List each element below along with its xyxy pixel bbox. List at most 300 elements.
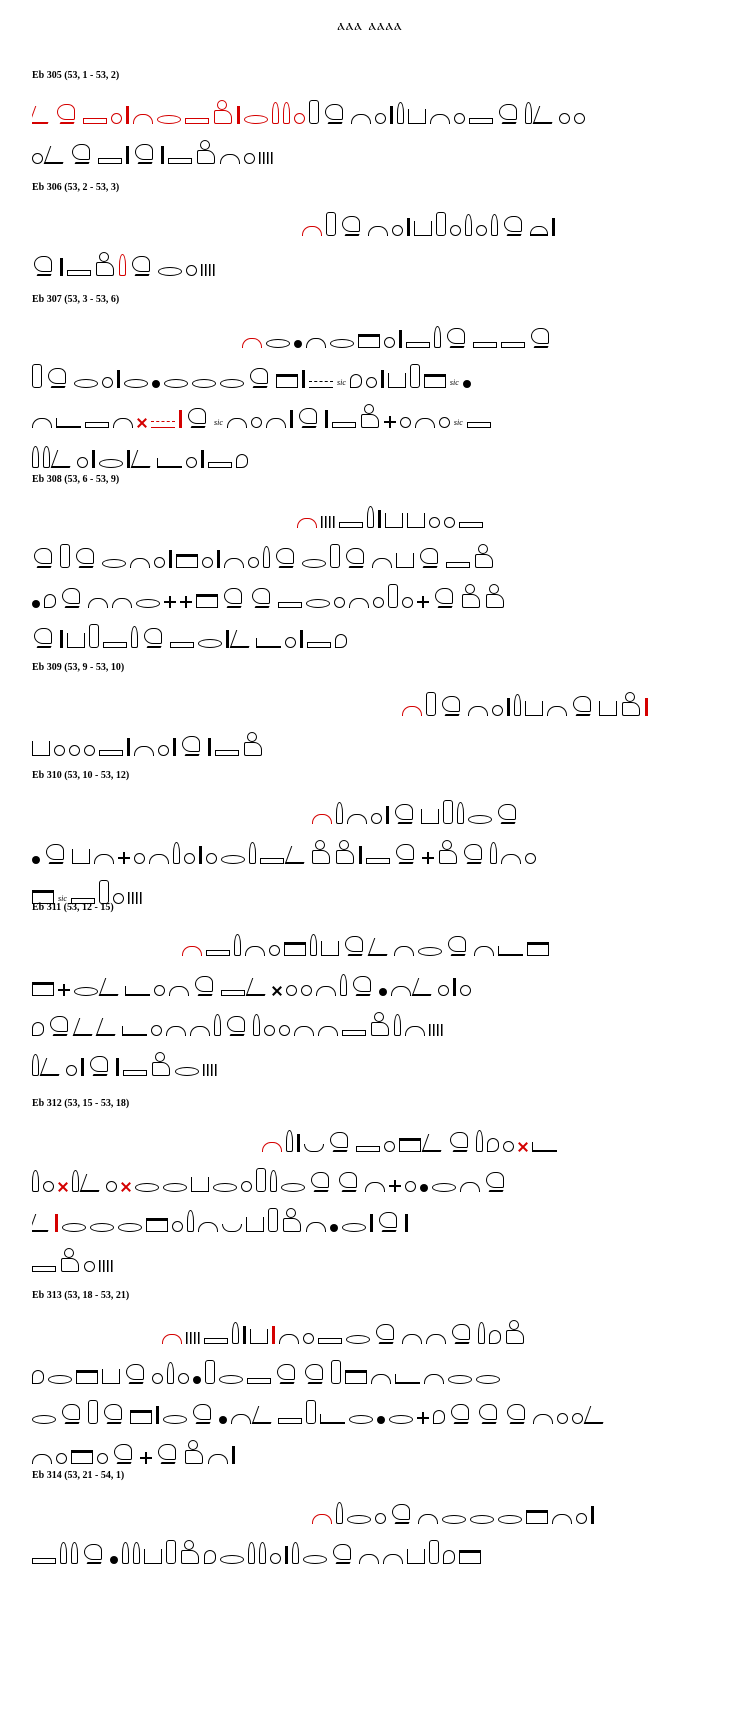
arm-glyph-icon [125, 986, 150, 996]
bar-glyph-icon [378, 510, 381, 528]
seated-glyph-icon [370, 1012, 390, 1036]
bar-glyph-icon [399, 330, 402, 348]
hieroglyph-line [312, 788, 520, 824]
reed-glyph-icon [32, 446, 39, 468]
pool-glyph-icon [130, 1410, 152, 1424]
scroll-glyph-icon [487, 1138, 499, 1152]
mouth-glyph-icon [32, 1415, 56, 1424]
seated-glyph-icon [474, 544, 494, 568]
reed-glyph-icon [167, 1362, 174, 1384]
reed-glyph-icon [478, 1322, 485, 1344]
hieroglyph-line [162, 1308, 525, 1344]
hieroglyph-line [32, 128, 273, 164]
dot-glyph-icon [32, 600, 40, 608]
bird-glyph-icon [449, 1402, 473, 1424]
dot-glyph-icon [110, 1556, 118, 1564]
half-glyph-icon [351, 114, 371, 124]
bird-glyph-icon [344, 546, 368, 568]
leg-glyph-icon [44, 146, 70, 164]
bird-glyph-icon [32, 626, 56, 648]
bird-glyph-icon [112, 1442, 136, 1464]
mouth-glyph-icon [163, 1183, 187, 1192]
bird-glyph-icon [477, 1402, 501, 1424]
seated-glyph-icon [60, 1248, 80, 1272]
ring-glyph-icon [439, 417, 450, 428]
tall-glyph-icon [256, 1168, 266, 1192]
hieroglyph-line [32, 1428, 235, 1464]
bar-glyph-icon [226, 630, 229, 648]
seated-glyph-icon [213, 100, 233, 124]
ring-glyph-icon [251, 417, 262, 428]
flat-glyph-icon [473, 342, 497, 348]
half-glyph-icon [32, 1454, 52, 1464]
dot-glyph-icon [379, 988, 387, 996]
mouth-glyph-icon [347, 1515, 371, 1524]
half-glyph-icon [220, 154, 240, 164]
bar-glyph-icon [552, 218, 555, 236]
reed-glyph-icon [234, 934, 241, 956]
ring-glyph-icon [557, 1413, 568, 1424]
basket-glyph-icon [304, 1144, 324, 1152]
ring-glyph-icon [375, 1513, 386, 1524]
mouth-glyph-icon [136, 599, 160, 608]
water-glyph-icon [151, 421, 175, 428]
cross-glyph-icon [384, 416, 396, 428]
reed-glyph-icon [173, 842, 180, 864]
bird-glyph-icon [32, 254, 56, 276]
ring-glyph-icon [373, 597, 384, 608]
reed-glyph-icon [119, 254, 126, 276]
half-glyph-icon [405, 1026, 425, 1036]
reed-glyph-icon [232, 1322, 239, 1344]
flat-glyph-icon [356, 1146, 380, 1152]
reed-glyph-icon [253, 1014, 260, 1036]
ring-glyph-icon [286, 985, 297, 996]
pool-glyph-icon [32, 982, 54, 996]
ring-glyph-icon [154, 557, 165, 568]
half-glyph-icon [349, 598, 369, 608]
mouth-glyph-icon [498, 1515, 522, 1524]
flat-glyph-icon [332, 422, 356, 428]
dot-glyph-icon [463, 380, 471, 388]
tall-glyph-icon [331, 1360, 341, 1384]
reed-glyph-icon [336, 1502, 343, 1524]
strokes-glyph-icon [128, 892, 142, 904]
bar-glyph-icon [217, 550, 220, 568]
bird-glyph-icon [502, 214, 526, 236]
hieroglyph-line [32, 1040, 217, 1076]
half-glyph-icon [162, 1334, 182, 1344]
leg-glyph-icon [51, 450, 77, 468]
half-glyph-icon [133, 114, 153, 124]
half-glyph-icon [198, 1222, 218, 1232]
mouth-glyph-icon [124, 379, 148, 388]
half-glyph-icon [318, 1026, 338, 1036]
seated-glyph-icon [335, 840, 355, 864]
seated-glyph-icon [461, 584, 481, 608]
bird-glyph-icon [186, 406, 210, 428]
cross-glyph-icon [417, 1412, 429, 1424]
bird-glyph-icon [571, 694, 595, 716]
bar-glyph-icon [81, 1058, 84, 1076]
tall-glyph-icon [426, 692, 436, 716]
mouth-glyph-icon [158, 267, 182, 276]
bird-glyph-icon [297, 406, 321, 428]
tall-glyph-icon [306, 1400, 316, 1424]
bird-glyph-icon [462, 842, 486, 864]
mouth-glyph-icon [266, 339, 290, 348]
house-glyph-icon [408, 109, 426, 124]
ring-glyph-icon [244, 153, 255, 164]
ring-glyph-icon [454, 113, 465, 124]
ring-glyph-icon [158, 745, 169, 756]
mouth-glyph-icon [62, 1223, 86, 1232]
reed-glyph-icon [457, 802, 464, 824]
scroll-glyph-icon [433, 1410, 445, 1424]
bird-glyph-icon [418, 546, 442, 568]
bar-glyph-icon [591, 1506, 594, 1524]
sic-glyph-icon: sic [449, 378, 459, 387]
mouth-glyph-icon [74, 379, 98, 388]
mouth-glyph-icon [219, 1375, 243, 1384]
reed-glyph-icon [32, 1054, 39, 1076]
tall-glyph-icon [89, 624, 99, 648]
dot-glyph-icon [32, 856, 40, 864]
section-heading: Eb 311 (53, 12 - 15) [32, 902, 114, 913]
mouth-glyph-icon [192, 379, 216, 388]
reed-glyph-icon [286, 1130, 293, 1152]
tall-glyph-icon [88, 1400, 98, 1424]
bird-glyph-icon [48, 1014, 72, 1036]
dot-glyph-icon [152, 380, 160, 388]
house-glyph-icon [72, 849, 90, 864]
ring-glyph-icon [97, 1453, 108, 1464]
seated-glyph-icon [505, 1320, 525, 1344]
bird-glyph-icon [440, 694, 464, 716]
leg-glyph-icon [40, 1058, 66, 1076]
leg-glyph-icon [412, 978, 438, 996]
hieroglyph-line [262, 1116, 557, 1152]
bar-glyph-icon [201, 450, 204, 468]
hieroglyph-line [182, 920, 549, 956]
ring-glyph-icon [402, 597, 413, 608]
ring-glyph-icon [294, 113, 305, 124]
reed-glyph-icon [491, 214, 498, 236]
leg-glyph-icon [246, 978, 272, 996]
bar-glyph-icon [173, 738, 176, 756]
bar-glyph-icon [645, 698, 648, 716]
pool-glyph-icon [76, 1370, 98, 1384]
hieroglyph-line [32, 240, 215, 276]
bird-glyph-icon [191, 1402, 215, 1424]
bar-glyph-icon [60, 630, 63, 648]
house-glyph-icon [396, 553, 414, 568]
pool-glyph-icon [146, 1218, 168, 1232]
reed-glyph-icon [336, 802, 343, 824]
house-glyph-icon [407, 1549, 425, 1564]
bird-glyph-icon [248, 366, 272, 388]
half-glyph-icon [347, 814, 367, 824]
ring-glyph-icon [492, 705, 503, 716]
half-glyph-icon [130, 558, 150, 568]
bar-glyph-icon [199, 846, 202, 864]
tall-glyph-icon [388, 584, 398, 608]
bar-glyph-icon [208, 738, 211, 756]
scroll-glyph-icon [489, 1330, 501, 1344]
ring-glyph-icon [429, 517, 440, 528]
x-glyph-icon [272, 986, 282, 996]
half-glyph-icon [224, 558, 244, 568]
half-glyph-icon [430, 114, 450, 124]
reed-glyph-icon [71, 1542, 78, 1564]
half-glyph-icon [365, 1182, 385, 1192]
arm-glyph-icon [122, 1026, 147, 1036]
half-glyph-icon [368, 226, 388, 236]
house-glyph-icon [32, 741, 50, 756]
reed-glyph-icon [394, 1014, 401, 1036]
bar-glyph-icon [290, 410, 293, 428]
bar-glyph-icon [161, 146, 164, 164]
half-glyph-icon [312, 1514, 332, 1524]
sic-glyph-icon: sic [453, 418, 463, 427]
ring-glyph-icon [476, 225, 487, 236]
ring-glyph-icon [202, 557, 213, 568]
hieroglyph-line [32, 1528, 481, 1564]
ring-glyph-icon [178, 1373, 189, 1384]
house-glyph-icon [67, 633, 85, 648]
house-glyph-icon [599, 701, 617, 716]
house-glyph-icon [191, 1177, 209, 1192]
reed-glyph-icon [248, 1542, 255, 1564]
bird-glyph-icon [180, 734, 204, 756]
flat-glyph-icon [501, 342, 525, 348]
leg-glyph-icon [422, 1134, 448, 1152]
ring-glyph-icon [269, 945, 280, 956]
flat-glyph-icon [366, 858, 390, 864]
half-glyph-icon [533, 1414, 553, 1424]
half-glyph-icon [32, 418, 52, 428]
dot-glyph-icon [294, 340, 302, 348]
bird-glyph-icon [390, 1502, 414, 1524]
basket-glyph-icon [222, 1224, 242, 1232]
reed-glyph-icon [283, 102, 290, 124]
flat-glyph-icon [103, 642, 127, 648]
reed-glyph-icon [525, 102, 532, 124]
pool-glyph-icon [399, 1138, 421, 1152]
reed-glyph-icon [122, 1542, 129, 1564]
seated-glyph-icon [282, 1208, 302, 1232]
bird-glyph-icon [340, 214, 364, 236]
half-glyph-icon [424, 1374, 444, 1384]
strokes-glyph-icon [429, 1024, 443, 1036]
section-heading: Eb 313 (53, 18 - 53, 21) [32, 1290, 130, 1301]
half-glyph-icon [394, 946, 414, 956]
flat-glyph-icon [406, 342, 430, 348]
ring-glyph-icon [172, 1221, 183, 1232]
section-heading: Eb 312 (53, 15 - 53, 18) [32, 1098, 130, 1109]
ring-glyph-icon [184, 853, 195, 864]
bird-glyph-icon [448, 1130, 472, 1152]
bar-glyph-icon [126, 146, 129, 164]
x-glyph-icon [137, 418, 147, 428]
bird-glyph-icon [133, 142, 157, 164]
bar-glyph-icon [386, 806, 389, 824]
mouth-glyph-icon [163, 1415, 187, 1424]
bird-glyph-icon [250, 586, 274, 608]
house-glyph-icon [421, 809, 439, 824]
reed-glyph-icon [259, 1542, 266, 1564]
hieroglyph-line [302, 200, 555, 236]
cross-glyph-icon [140, 1452, 152, 1464]
reed-glyph-icon [249, 842, 256, 864]
ring-glyph-icon [438, 985, 449, 996]
cross-glyph-icon [417, 596, 429, 608]
flat-glyph-icon [446, 562, 470, 568]
flat-glyph-icon [206, 950, 230, 956]
hieroglyph-line [32, 1236, 113, 1272]
half-glyph-icon [134, 746, 154, 756]
hieroglyph-line [32, 720, 263, 756]
mouth-glyph-icon [48, 1375, 72, 1384]
bar-glyph-icon [325, 410, 328, 428]
pool-glyph-icon [358, 334, 380, 348]
house-glyph-icon [414, 221, 432, 236]
ring-glyph-icon [375, 113, 386, 124]
tall-glyph-icon [309, 100, 319, 124]
bird-glyph-icon [496, 802, 520, 824]
reed-glyph-icon [476, 1130, 483, 1152]
flat-glyph-icon [339, 522, 363, 528]
bar-glyph-icon [300, 630, 303, 648]
mouth-glyph-icon [281, 1183, 305, 1192]
scroll-glyph-icon [236, 454, 248, 468]
section-heading: Eb 307 (53, 3 - 53, 6) [32, 294, 120, 305]
leg-glyph-icon [230, 630, 256, 648]
tall-glyph-icon [326, 212, 336, 236]
house-glyph-icon [407, 513, 425, 528]
dot-glyph-icon [330, 1224, 338, 1232]
flat-glyph-icon [185, 118, 209, 124]
bird-glyph-icon [328, 1130, 352, 1152]
bird-glyph-icon [433, 586, 457, 608]
x-glyph-icon [121, 1182, 131, 1192]
pool-glyph-icon [527, 942, 549, 956]
half-glyph-icon [227, 418, 247, 428]
bird-glyph-icon [46, 366, 70, 388]
hieroglyph-line [32, 868, 142, 904]
arm-glyph-icon [395, 1374, 420, 1384]
ring-glyph-icon [576, 1513, 587, 1524]
mouth-glyph-icon [102, 559, 126, 568]
half-glyph-icon [279, 1334, 299, 1344]
mouth-glyph-icon [135, 1183, 159, 1192]
bird-glyph-icon [193, 974, 217, 996]
flat-glyph-icon [170, 642, 194, 648]
leg-glyph-icon [252, 1406, 278, 1424]
mouth-glyph-icon [99, 459, 123, 468]
tall-glyph-icon [330, 544, 340, 568]
leg-glyph-icon [368, 938, 394, 956]
strokes-glyph-icon [201, 264, 215, 276]
bird-glyph-icon [445, 326, 469, 348]
dot-glyph-icon [219, 1416, 227, 1424]
ring-glyph-icon [371, 813, 382, 824]
seated-glyph-icon [243, 732, 263, 756]
bird-glyph-icon [60, 586, 84, 608]
hieroglyph-line [242, 312, 553, 348]
ring-glyph-icon [405, 1181, 416, 1192]
reed-glyph-icon [32, 1170, 39, 1192]
tall-glyph-icon [429, 1540, 439, 1564]
flat-glyph-icon [123, 1070, 147, 1076]
bar-glyph-icon [381, 370, 384, 388]
half-glyph-icon [371, 1374, 391, 1384]
bird-glyph-icon [446, 934, 470, 956]
mouth-glyph-icon [448, 1375, 472, 1384]
seated-glyph-icon [360, 404, 380, 428]
half-glyph-icon [231, 1414, 251, 1424]
x-glyph-icon [518, 1142, 528, 1152]
half-glyph-icon [302, 226, 322, 236]
ring-glyph-icon [559, 113, 570, 124]
bar-glyph-icon [390, 106, 393, 124]
bar-glyph-icon [507, 698, 510, 716]
ring-glyph-icon [285, 637, 296, 648]
mouth-glyph-icon [175, 1067, 199, 1076]
ring-glyph-icon [32, 153, 43, 164]
flat-glyph-icon [260, 858, 284, 864]
scroll-glyph-icon [44, 594, 56, 608]
bar-glyph-icon [232, 1446, 235, 1464]
cross-glyph-icon [180, 596, 192, 608]
half-glyph-icon [94, 854, 114, 864]
reed-glyph-icon [43, 446, 50, 468]
flat-glyph-icon [32, 1266, 56, 1272]
mouth-glyph-icon [349, 1415, 373, 1424]
mouth-glyph-icon [306, 599, 330, 608]
leg-glyph-icon [73, 1018, 99, 1036]
half-glyph-icon [460, 1182, 480, 1192]
seated-glyph-icon [95, 252, 115, 276]
arm-glyph-icon [56, 418, 81, 428]
mouth-glyph-icon [389, 1415, 413, 1424]
flat-glyph-icon [215, 750, 239, 756]
flat-glyph-icon [247, 1378, 271, 1384]
half-glyph-icon [169, 986, 189, 996]
cross-glyph-icon [422, 852, 434, 864]
arm-glyph-icon [256, 638, 281, 648]
bird-glyph-icon [74, 546, 98, 568]
half-glyph-icon [166, 1026, 186, 1036]
bird-glyph-icon [343, 934, 367, 956]
half-glyph-icon [359, 1554, 379, 1564]
ring-glyph-icon [392, 225, 403, 236]
page-number: ⲁⲁⲁ ⲁⲁⲁⲁ [337, 16, 403, 34]
hieroglyph-line [32, 960, 471, 996]
tall-glyph-icon [436, 212, 446, 236]
reed-glyph-icon [310, 934, 317, 956]
cross-glyph-icon [164, 596, 176, 608]
mouth-glyph-icon [476, 1375, 500, 1384]
hieroglyph-line [32, 352, 471, 388]
bird-glyph-icon [130, 254, 154, 276]
mouth-glyph-icon [118, 1223, 142, 1232]
pool-glyph-icon [71, 1450, 93, 1464]
strokes-glyph-icon [186, 1332, 200, 1344]
pool-glyph-icon [424, 374, 446, 388]
half-glyph-icon [112, 598, 132, 608]
half-glyph-icon [501, 854, 521, 864]
